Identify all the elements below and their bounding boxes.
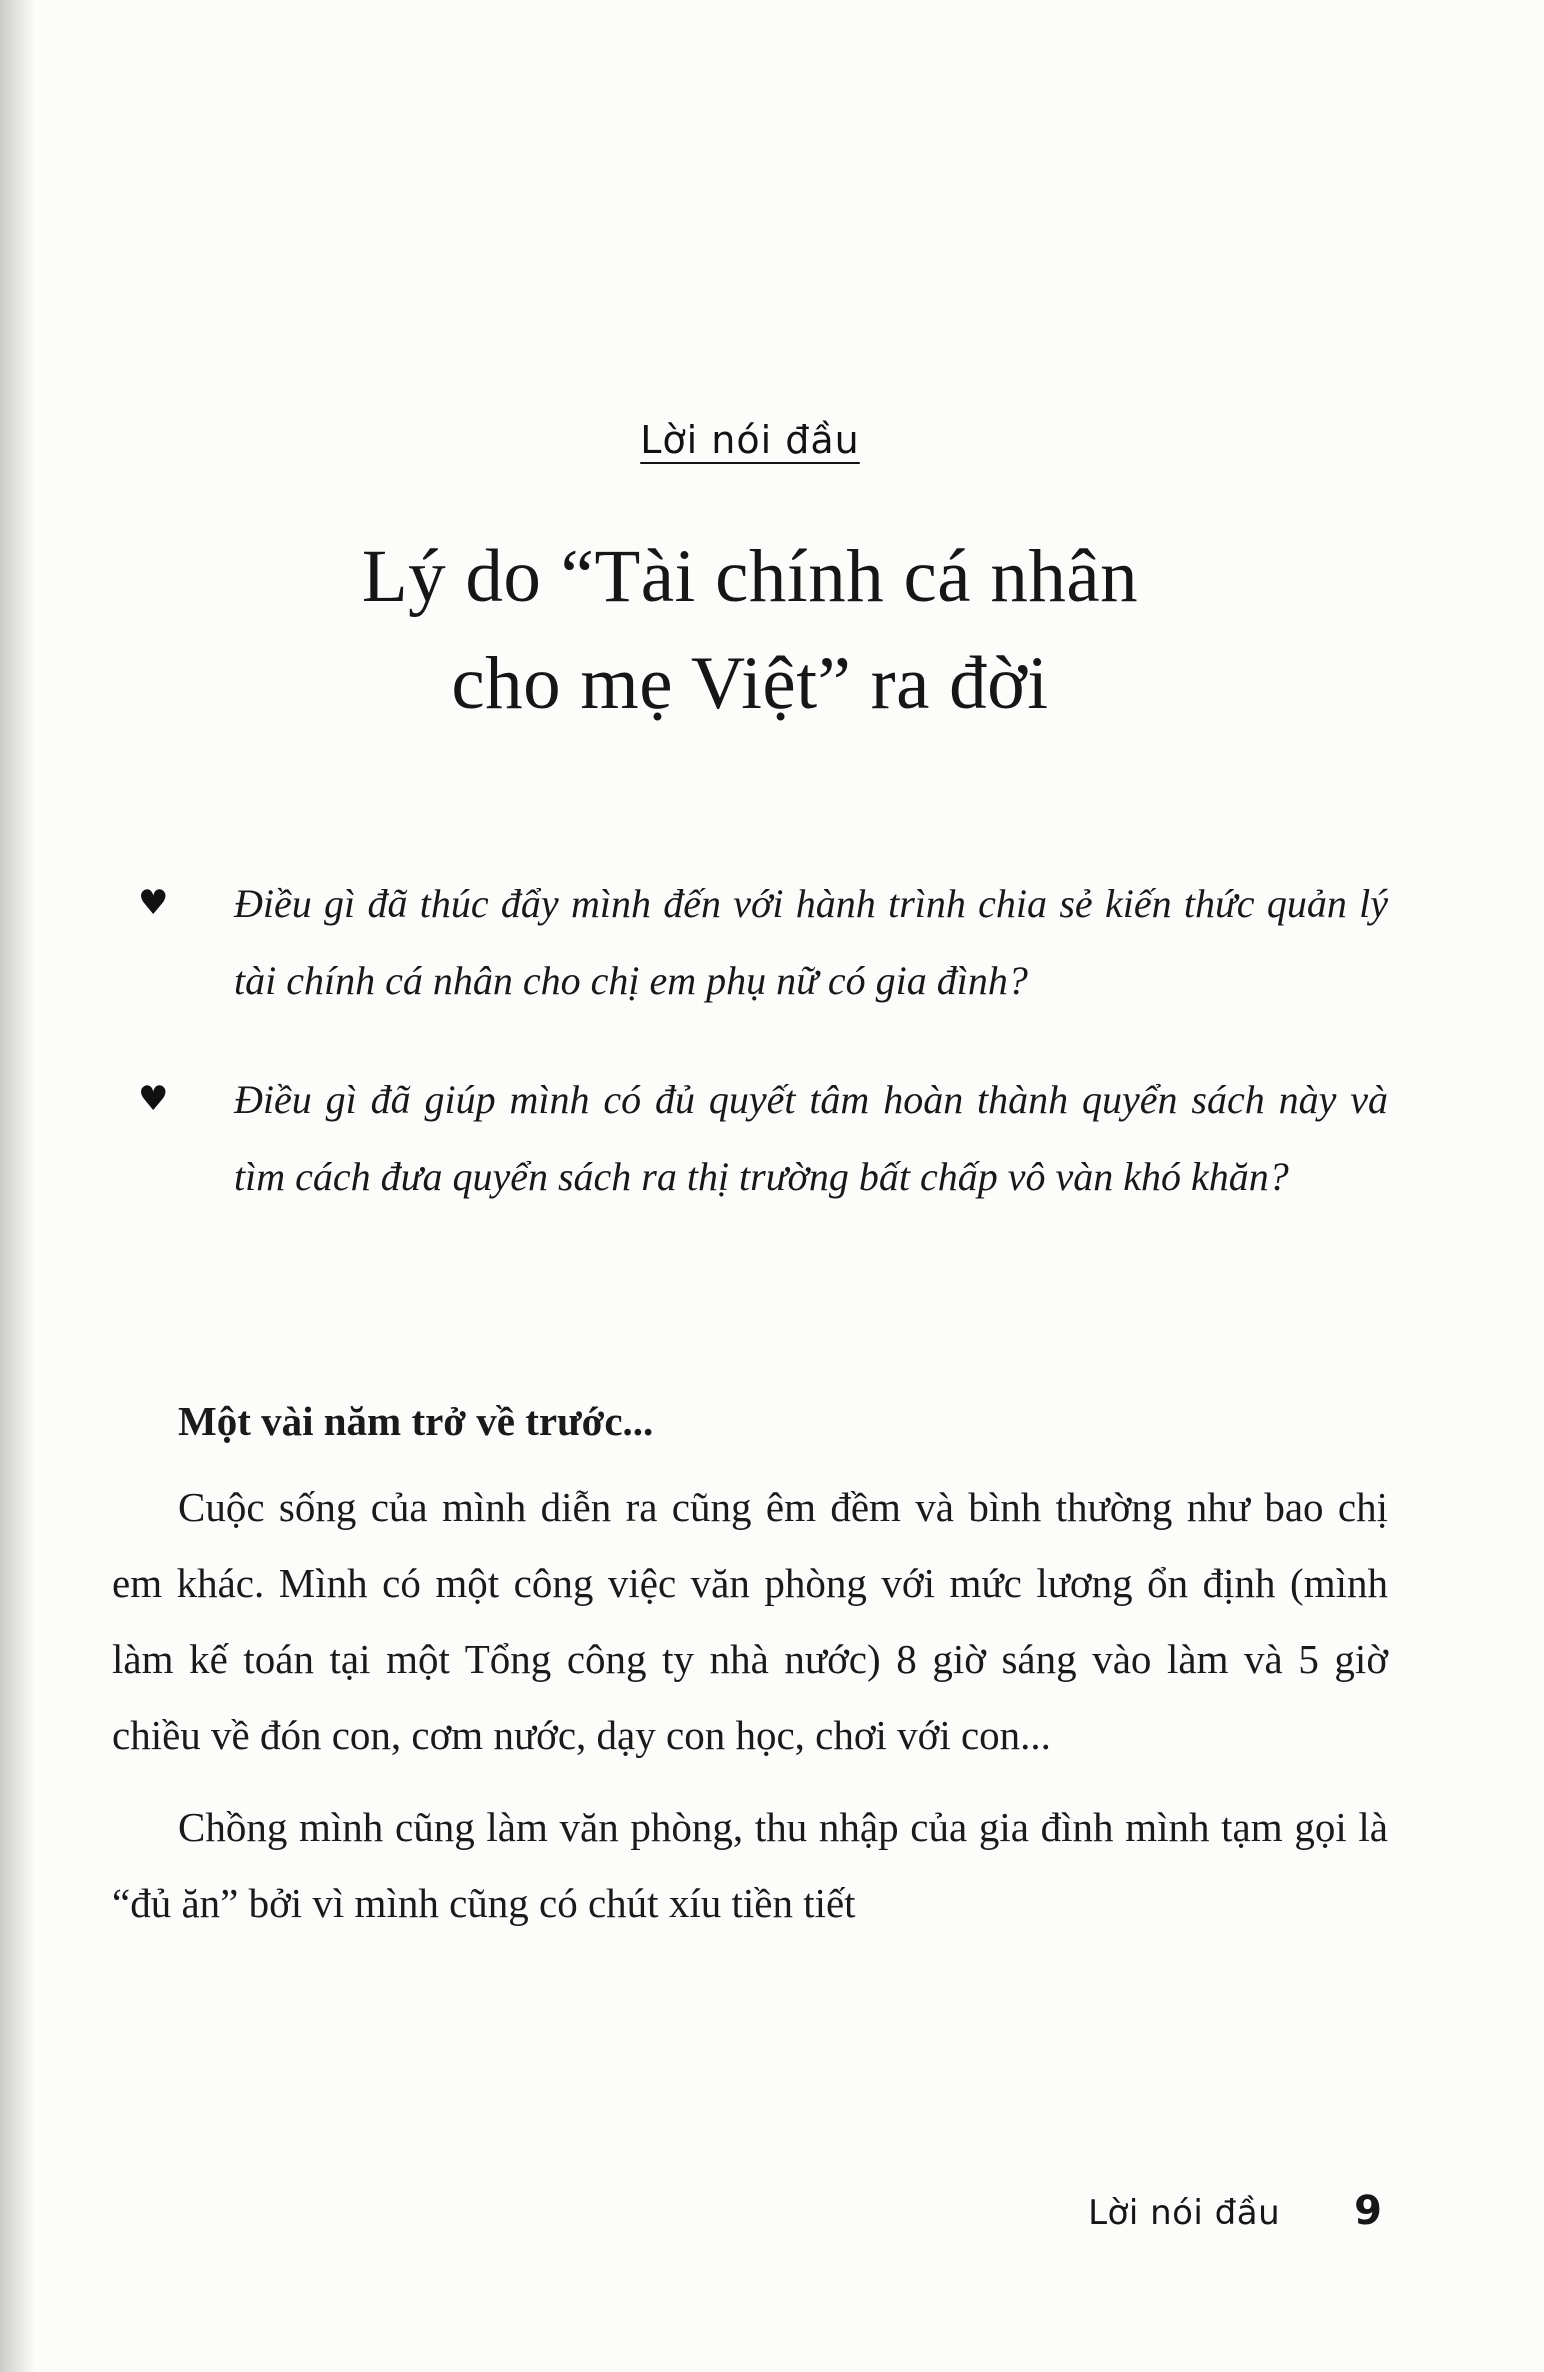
heart-icon: ♥ (138, 883, 169, 923)
title-line-2: cho mẹ Việt” ra đời (451, 641, 1049, 725)
footer-section-label: Lời nói đầu (1088, 2193, 1281, 2233)
bullet-list (112, 865, 1388, 1215)
page-title (112, 524, 1388, 737)
page-number: 9 (1354, 2188, 1382, 2234)
paragraph-lead: Một vài năm trở về trước... (178, 1398, 654, 1444)
bullet-text: Điều gì đã giúp mình có đủ quyết tâm hoàn thành quyển sách này và tìm cách đưa quyển sách ra thị trường bất chấp vô vàn khó khăn? (234, 1077, 1388, 1199)
bullet-item (138, 1061, 1388, 1215)
body-text (112, 1383, 1388, 1941)
title-line-1: Lý do “Tài chính cá nhân (361, 535, 1139, 618)
page-footer (1088, 2188, 1382, 2234)
heart-icon: ♥ (138, 1079, 169, 1119)
bullet-text: Điều gì đã thúc đẩy mình đến với hành trình chia sẻ kiến thức quản lý tài chính cá nhân cho chị em phụ nữ có gia đình? (234, 881, 1388, 1003)
bullet-item (138, 865, 1388, 1019)
paragraph: Cuộc sống của mình diễn ra cũng êm đềm và bình thường như bao chị em khác. Mình có một công việc văn phòng với mức lương ổn định (mình làm kế toán tại một Tổng công ty nhà nước) 8 giờ sáng vào làm và 5 giờ chiều về đón con, cơm nước, dạy con học, chơi với con... (112, 1484, 1388, 1758)
paragraph: Chồng mình cũng làm văn phòng, thu nhập của gia đình mình tạm gọi là “đủ ăn” bởi vì mình cũng có chút xíu tiền tiết (112, 1804, 1388, 1926)
section-label: Lời nói đầu (640, 418, 860, 462)
